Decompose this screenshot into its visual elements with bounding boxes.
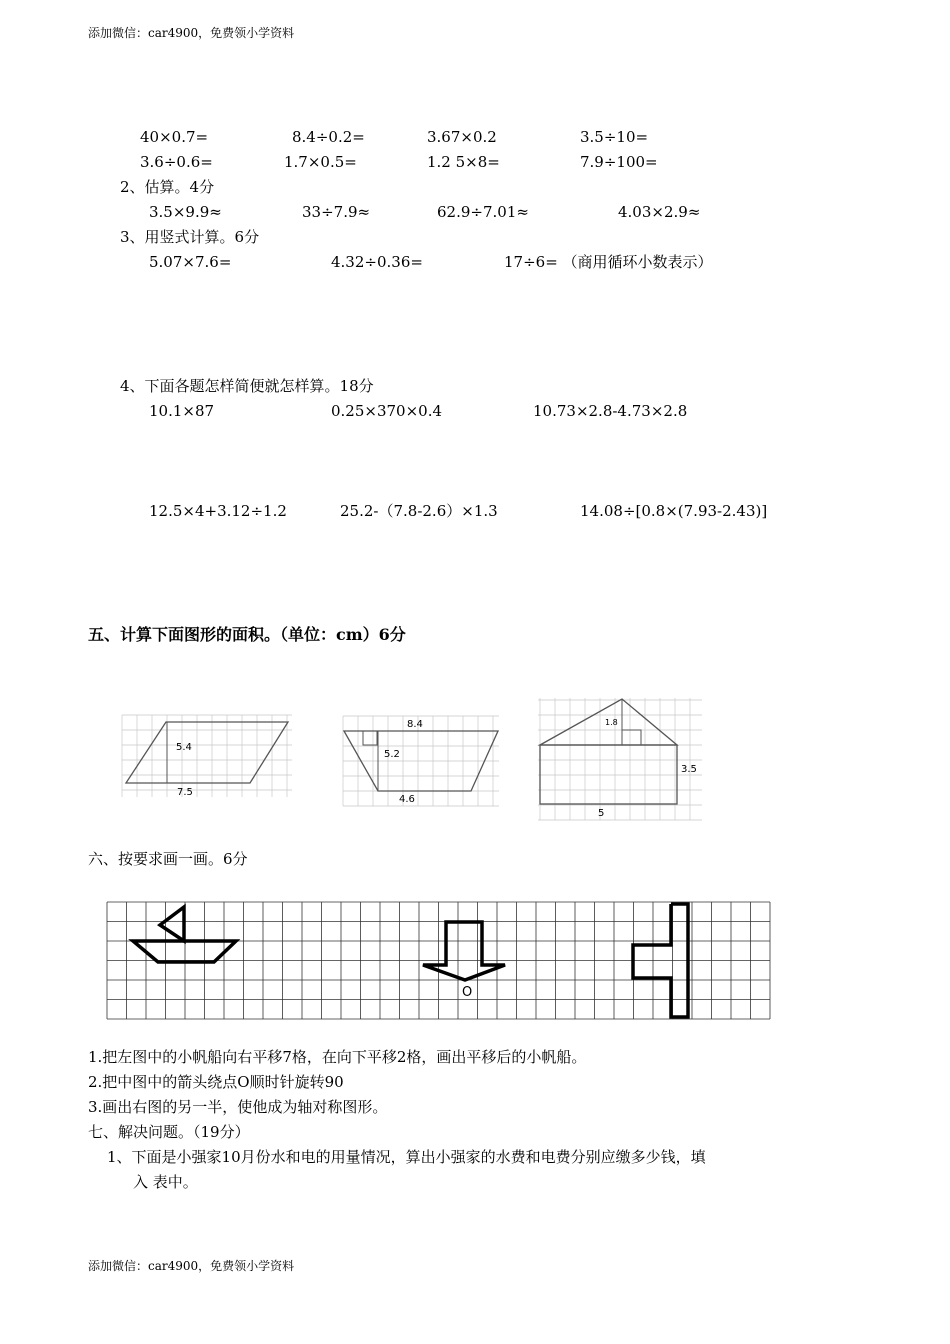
house-right-angle: [622, 730, 641, 745]
vertical-title: 3、用竖式计算。6分: [120, 228, 260, 246]
oral-item: 40×0.7=: [140, 128, 209, 146]
parallelogram-base-label: 7.5: [177, 787, 193, 798]
sailboat-shape: [133, 907, 236, 962]
task-2: 2.把中图中的箭头绕点O顺时针旋转90: [88, 1073, 344, 1091]
rotation-point-label: O: [462, 985, 473, 1000]
simplify-item: 10.1×87: [149, 402, 215, 420]
estimate-title: 2、估算。4分: [120, 178, 215, 196]
drawing-grid: [105, 900, 767, 1022]
simplify-item: 25.2-（7.8-2.6）×1.3: [340, 502, 498, 520]
trapezoid-right-angle: [363, 731, 377, 745]
trapezoid-height-label: 5.2: [384, 749, 400, 760]
simplify-title: 4、下面各题怎样简便就怎样算。18分: [120, 377, 374, 395]
oral-item: 1.7×0.5=: [284, 153, 357, 171]
oral-item: 3.6÷0.6=: [140, 153, 213, 171]
simplify-item: 0.25×370×0.4: [331, 402, 443, 420]
house-roof-height-label: 1.8: [605, 718, 618, 727]
task-3: 3.画出右图的另一半，使他成为轴对称图形。: [88, 1098, 388, 1116]
question-1-line-2: 入 表中。: [133, 1173, 198, 1191]
estimate-item: 33÷7.9≈: [302, 203, 371, 221]
trapezoid-bottom-label: 4.6: [399, 794, 415, 805]
house-figure: [538, 698, 702, 820]
question-1-line-1: 1、下面是小强家10月份水和电的用量情况，算出小强家的水费和电费分别应缴多少钱，填: [107, 1148, 706, 1166]
trapezoid-figure: [343, 716, 499, 806]
task-1: 1.把左图中的小帆船向右平移7格，在向下平移2格，画出平移后的小帆船。: [88, 1048, 587, 1066]
estimate-item: 3.5×9.9≈: [149, 203, 222, 221]
parallelogram-figure: [122, 715, 292, 797]
section7-title: 七、解决问题。（19分）: [88, 1123, 250, 1141]
house-wall-height-label: 3.5: [681, 764, 697, 775]
oral-item: 3.67×0.2: [427, 128, 497, 146]
page-footer: 添加微信：car4900，免费领小学资料: [88, 1259, 295, 1273]
parallelogram-shape: [126, 722, 288, 783]
oral-item: 1.2 5×8=: [427, 153, 500, 171]
estimate-item: 4.03×2.9≈: [618, 203, 701, 221]
simplify-item: 12.5×4+3.12÷1.2: [149, 502, 287, 520]
vertical-item: 17÷6= （商用循环小数表示）: [504, 253, 713, 271]
house-wall: [540, 745, 677, 804]
trapezoid-top-label: 8.4: [407, 719, 423, 730]
arrow-shape: [423, 922, 505, 980]
page-header: 添加微信：car4900，免费领小学资料: [88, 26, 295, 40]
oral-item: 3.5÷10=: [580, 128, 649, 146]
parallelogram-height-label: 5.4: [176, 742, 192, 753]
estimate-item: 62.9÷7.01≈: [437, 203, 529, 221]
simplify-item: 10.73×2.8-4.73×2.8: [533, 402, 688, 420]
section5-title: 五、计算下面图形的面积。（单位：cm）6分: [88, 625, 406, 644]
oral-item: 7.9÷100=: [580, 153, 658, 171]
vertical-item: 4.32÷0.36=: [331, 253, 423, 271]
vertical-item: 5.07×7.6=: [149, 253, 232, 271]
section6-title: 六、按要求画一画。6分: [88, 850, 248, 868]
house-width-label: 5: [598, 808, 605, 819]
simplify-item: 14.08÷[0.8×(7.93-2.43)]: [580, 502, 768, 520]
oral-item: 8.4÷0.2=: [292, 128, 365, 146]
